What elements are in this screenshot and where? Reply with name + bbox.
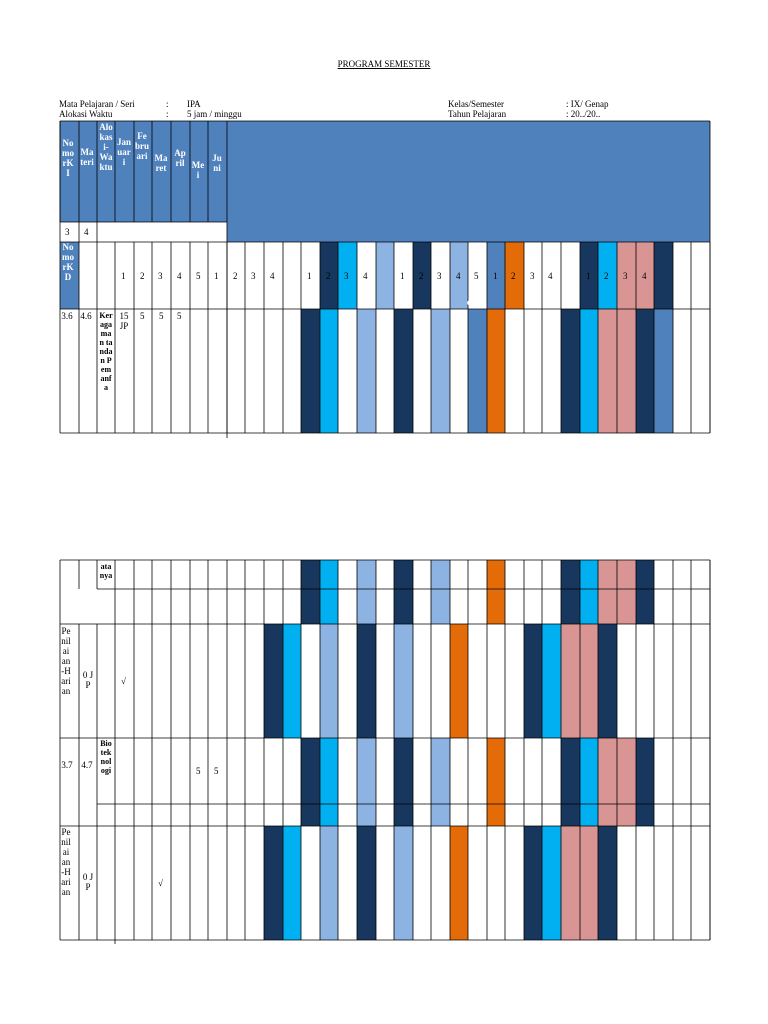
week-body-fill [617, 309, 636, 433]
materi-row2: Bioteknologi [100, 739, 112, 775]
week-body-fill [524, 826, 542, 940]
week-body-fill [580, 738, 598, 826]
week-body-fill [561, 560, 580, 624]
week-number: 4 [177, 271, 182, 281]
week-body-fill [617, 738, 636, 826]
penilaian-label-1: Penilaian-Harian [61, 626, 71, 696]
week-body-fill [320, 560, 338, 624]
week-number: 1 [586, 271, 591, 281]
week-number: 3 [251, 271, 256, 281]
week-body-fill [357, 624, 376, 738]
week-number: 1 [214, 271, 219, 281]
week-number: 2 [140, 271, 145, 281]
week-body-fill [283, 826, 301, 940]
week-body-fill [561, 309, 580, 433]
week-body-fill [301, 738, 320, 826]
week-body-fill [561, 738, 580, 826]
week-body-fill [264, 624, 283, 738]
et-label: et [467, 297, 474, 307]
week-header-fill [376, 242, 394, 309]
week-body-fill [580, 624, 598, 738]
week-number: 2 [511, 271, 516, 281]
week-body-fill [283, 624, 301, 738]
penilaian-check-2: √ [158, 878, 163, 888]
time-label: Alokasi Waktu [59, 109, 113, 119]
week-body-fill [524, 624, 542, 738]
header-nomor-ki: NomorKI [62, 138, 74, 178]
penilaian-alokasi-1: 0 JP [82, 670, 94, 690]
ki-4: 4 [84, 227, 89, 237]
week-body-fill [301, 560, 320, 624]
time-value: 5 jam / minggu [187, 109, 242, 119]
header-band [227, 222, 710, 242]
week-number: 1 [121, 271, 126, 281]
week-body-fill [357, 309, 376, 433]
week-body-fill [431, 560, 450, 624]
week-number: 2 [233, 271, 238, 281]
materi-row1-cont: atanya [99, 562, 113, 580]
week-body-fill [320, 826, 338, 940]
subject-label: Mata Pelajaran / Seri [59, 99, 135, 109]
week-body-fill [654, 309, 673, 433]
class-value: : IX/ Genap [566, 99, 609, 109]
penilaian-check-1: √ [121, 676, 126, 686]
week-body-fill [598, 826, 617, 940]
week-body-fill [301, 309, 320, 433]
year-value: : 20../20.. [566, 109, 601, 119]
week-body-fill [320, 738, 338, 826]
year-label: Tahun Pelajaran [448, 109, 507, 119]
week-body-fill [394, 826, 413, 940]
week-body-fill [394, 560, 413, 624]
header-materi: Materi [80, 147, 94, 167]
page-title: PROGRAM SEMESTER [337, 59, 431, 69]
header-februari: Februari [135, 131, 150, 161]
week-body-fill [636, 309, 654, 433]
week-body-fill [320, 624, 338, 738]
week-body-fill [431, 309, 450, 433]
week-val-row1-1: 5 [140, 311, 145, 321]
week-body-fill [598, 309, 617, 433]
ki-3: 3 [65, 227, 70, 237]
week-body-fill [561, 826, 580, 940]
week-body-fill [264, 826, 283, 940]
week-body-fill [487, 309, 505, 433]
penilaian-alokasi-2: 0 JP [82, 872, 94, 892]
week-number: 3 [344, 271, 349, 281]
week-body-fill [598, 738, 617, 826]
kd3-row1: 3.6 [61, 311, 73, 321]
week-number: 2 [419, 271, 424, 281]
kd4-row1: 4.6 [80, 311, 92, 321]
week-number: 4 [548, 271, 553, 281]
week-body-fill [394, 738, 413, 826]
week-body-fill [580, 826, 598, 940]
penilaian-label-2: Penilaian-Harian [61, 827, 71, 897]
week-body-fill [561, 624, 580, 738]
header-juni: Juni [212, 153, 222, 173]
week-body-fill [431, 738, 450, 826]
week-body-fill [468, 309, 487, 433]
week-number: 4 [270, 271, 275, 281]
week-val-row2-1: 5 [196, 766, 201, 776]
week-number: 3 [158, 271, 163, 281]
week-body-fill [320, 309, 338, 433]
week-number: 4 [456, 271, 461, 281]
week-number: 1 [307, 271, 312, 281]
time-colon: : [166, 109, 169, 119]
week-body-fill [636, 738, 654, 826]
week-header-fill [654, 242, 673, 309]
header-januari: Januari [117, 137, 132, 167]
week-body-fill [542, 624, 561, 738]
week-number: 3 [437, 271, 442, 281]
week-val-row1-2: 5 [159, 311, 164, 321]
week-body-fill [357, 738, 376, 826]
week-number: 1 [493, 271, 498, 281]
week-body-fill [450, 826, 468, 940]
alokasi-row1: 15 JP [119, 311, 129, 331]
week-body-fill [450, 624, 468, 738]
week-val-row1-3: 5 [177, 311, 182, 321]
week-body-fill [357, 826, 376, 940]
header-april: April [174, 148, 186, 168]
week-number: 5 [196, 271, 201, 281]
week-body-fill [487, 738, 505, 826]
week-body-fill [617, 560, 636, 624]
week-val-row2-2: 5 [214, 766, 219, 776]
header-nomor-kd: NomorKD [62, 242, 74, 282]
week-body-fill [394, 624, 413, 738]
subject-colon: : [166, 99, 169, 109]
week-number: 5 [474, 271, 479, 281]
week-body-fill [487, 560, 505, 624]
week-body-fill [598, 624, 617, 738]
week-body-fill [580, 560, 598, 624]
class-label: Kelas/Semester [448, 99, 504, 109]
kd3-row2: 3.7 [61, 760, 73, 770]
subject-value: IPA [187, 99, 201, 109]
week-body-fill [357, 560, 376, 624]
week-number: 4 [642, 271, 647, 281]
week-number: 4 [363, 271, 368, 281]
week-number: 2 [604, 271, 609, 281]
week-body-fill [580, 309, 598, 433]
header-maret: Maret [154, 153, 168, 173]
week-body-fill [598, 560, 617, 624]
week-body-fill [394, 309, 413, 433]
header-mei: Mei [191, 160, 205, 180]
week-number: 3 [623, 271, 628, 281]
week-body-fill [542, 826, 561, 940]
materi-row1: Keragaman tanda n Pemanfa [99, 311, 113, 392]
week-body-fill [636, 560, 654, 624]
week-number: 2 [326, 271, 331, 281]
header-alokasi-waktu: Alokasi-Waktu [99, 122, 113, 172]
week-number: 1 [400, 271, 405, 281]
week-number: 3 [530, 271, 535, 281]
kd4-row2: 4.7 [81, 760, 93, 770]
